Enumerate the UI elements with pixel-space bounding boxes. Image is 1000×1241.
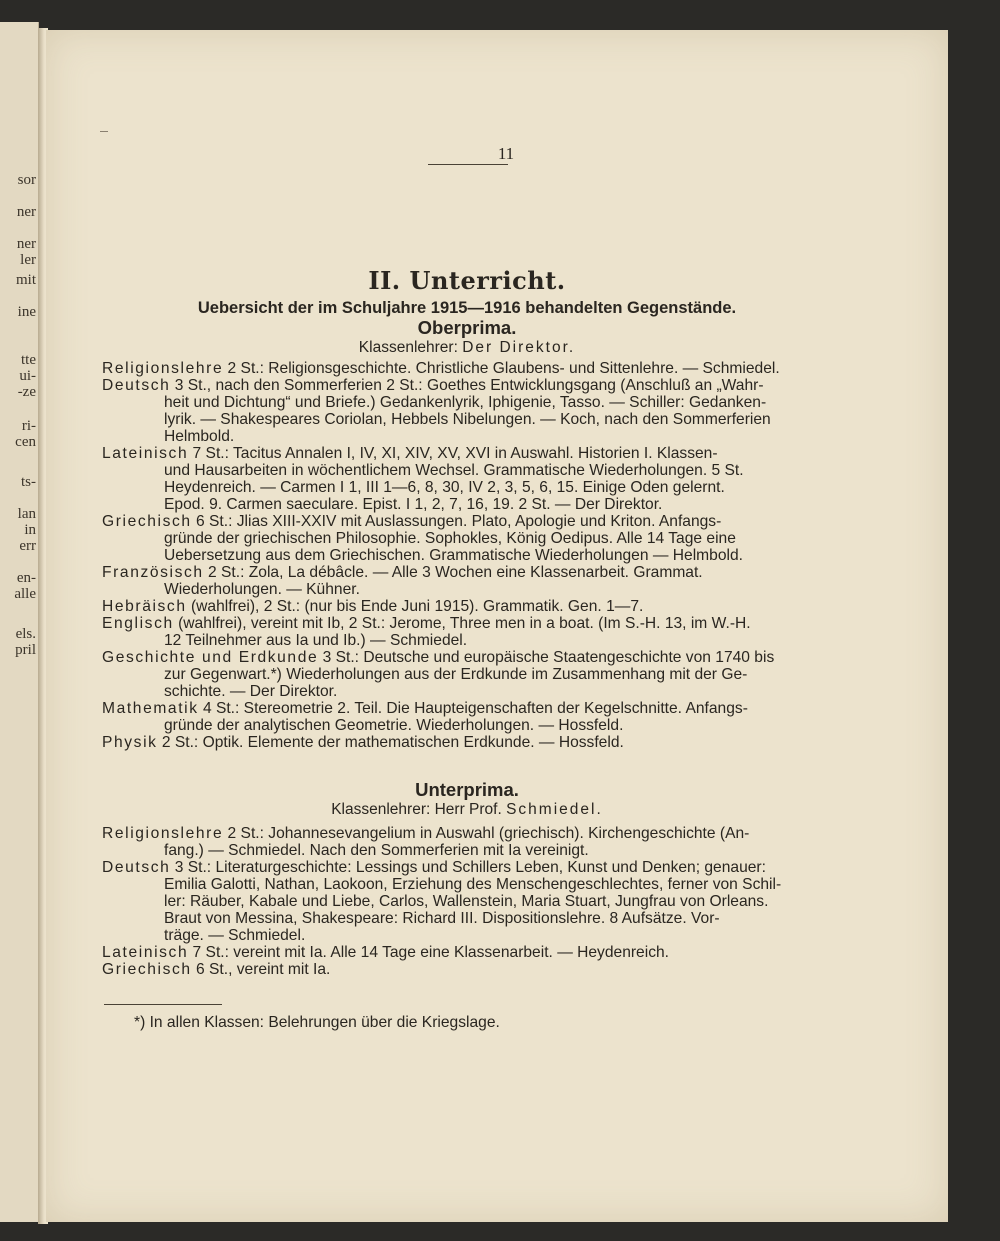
left-page-fragment: sor xyxy=(17,172,36,188)
curriculum-entry xyxy=(102,360,832,377)
subject-name: Hebräisch xyxy=(102,598,187,615)
entry-text: 3 St., nach den Sommerferien 2 St.: Goethes Entwicklungsgang (Anschluß an „Wahr- xyxy=(170,377,764,394)
entry-continuation-line: Heydenreich. — Carmen I 1, III 1—6, 8, 30, IV 2, 3, 5, 6, 15. Einige Oden gelernt. xyxy=(164,479,725,496)
entry-first-line xyxy=(102,564,832,581)
subject-name: Religionslehre xyxy=(102,825,224,842)
left-page-fragment: ine xyxy=(17,304,36,320)
document-page xyxy=(46,30,948,1222)
entry-first-line xyxy=(102,649,832,666)
entry-text: (wahlfrei), 2 St.: (nur bis Ende Juni 1915). Grammatik. Gen. 1—7. xyxy=(186,598,644,615)
left-page-fragment: ri- xyxy=(21,418,36,434)
entry-first-line xyxy=(102,700,832,717)
left-page-fragment: cen xyxy=(15,434,36,450)
left-page-fragment: ner xyxy=(16,236,36,252)
entry-first-line xyxy=(102,598,832,615)
footnote: *) In allen Klassen: Belehrungen über die Kriegslage. xyxy=(134,1014,500,1031)
left-page-fragment: alle xyxy=(14,586,36,602)
entry-continuation-line: schichte. — Der Direktor. xyxy=(164,683,338,700)
subject-name: Lateinisch xyxy=(102,944,189,961)
entry-first-line xyxy=(102,615,832,632)
entry-first-line xyxy=(102,961,832,978)
subject-name: Griechisch xyxy=(102,961,192,978)
curriculum-entry xyxy=(102,859,832,944)
entry-first-line xyxy=(102,825,832,842)
footnote-rule xyxy=(104,1004,222,1005)
curriculum-entry xyxy=(102,825,832,859)
curriculum-entry xyxy=(102,961,832,978)
entry-continuation-line: träge. — Schmiedel. xyxy=(164,927,306,944)
entry-continuation-line: gründe der analytischen Geometrie. Wiederholungen. — Hossfeld. xyxy=(164,717,624,734)
left-page-fragment: err xyxy=(19,538,36,554)
teacher-name: Schmiedel. xyxy=(506,801,603,818)
entry-text: 2 St.: Optik. Elemente der mathematischen Erdkunde. — Hossfeld. xyxy=(157,734,624,751)
page-number-rule xyxy=(428,164,508,165)
left-page-fragment: en- xyxy=(16,570,36,586)
left-page-fragment: els. xyxy=(15,626,36,642)
entry-continuation-line: heit und Dichtung“ und Briefe.) Gedankenlyrik, Iphigenie, Tasso. — Schiller: Gedanken- xyxy=(164,394,767,411)
entry-text: 6 St.: Jlias XIII-XXIV mit Auslassungen. Plato, Apologie und Kriton. Anfangs- xyxy=(191,513,722,530)
entry-first-line xyxy=(102,445,832,462)
section-title: II. Unterricht. xyxy=(368,266,566,295)
subject-name: Deutsch xyxy=(102,859,171,876)
left-page-fragment: ts- xyxy=(21,474,36,490)
subject-name: Geschichte und Erdkunde xyxy=(102,649,319,666)
entry-continuation-line: ler: Räuber, Kabale und Liebe, Carlos, Wallenstein, Maria Stuart, Jungfrau von Orleans. xyxy=(164,893,769,910)
teacher-name: Der Direktor. xyxy=(462,339,576,356)
oberprima-teacher xyxy=(46,339,888,357)
left-page-fragment: tte xyxy=(21,352,36,368)
left-page-fragment: pril xyxy=(15,642,36,658)
curriculum-entry xyxy=(102,615,832,649)
entry-continuation-line: Epod. 9. Carmen saeculare. Epist. I 1, 2, 7, 16, 19. 2 St. — Der Direktor. xyxy=(164,496,663,513)
adjacent-page-edge xyxy=(0,22,39,1222)
unterprima-heading: Unterprima. xyxy=(415,779,519,800)
left-page-fragment: -ze xyxy=(17,384,36,400)
subject-name: Physik xyxy=(102,734,158,751)
entry-first-line xyxy=(102,734,832,751)
entry-continuation-line: Uebersetzung aus dem Griechischen. Grammatische Wiederholungen — Helmbold. xyxy=(164,547,743,564)
curriculum-entry xyxy=(102,944,832,961)
left-page-fragment: ler xyxy=(20,252,36,268)
oberprima-curriculum xyxy=(102,360,832,751)
curriculum-entry xyxy=(102,598,832,615)
curriculum-entry xyxy=(102,700,832,734)
curriculum-entry xyxy=(102,377,832,445)
teacher-label: Klassenlehrer: xyxy=(358,339,458,356)
entry-continuation-line: gründe der griechischen Philosophie. Sophokles, König Oedipus. Alle 14 Tage eine xyxy=(164,530,736,547)
entry-first-line xyxy=(102,513,832,530)
entry-continuation-line: zur Gegenwart.*) Wiederholungen aus der Erdkunde im Zusammenhang mit der Ge- xyxy=(164,666,748,683)
entry-continuation-line: lyrik. — Shakespeares Coriolan, Hebbels Nibelungen. — Koch, nach den Sommerferien xyxy=(164,411,771,428)
subject-name: Deutsch xyxy=(102,377,171,394)
entry-text: 3 St.: Deutsche und europäische Staatengeschichte von 1740 bis xyxy=(318,649,775,666)
subject-name: Französisch xyxy=(102,564,204,581)
oberprima-heading: Oberprima. xyxy=(417,317,517,338)
curriculum-entry xyxy=(102,734,832,751)
teacher-label: Klassenlehrer: Herr Prof. xyxy=(331,801,502,818)
subject-name: Mathematik xyxy=(102,700,199,717)
subject-name: Griechisch xyxy=(102,513,192,530)
entry-text: 2 St.: Religionsgeschichte. Christliche Glaubens- und Sittenlehre. — Schmiedel. xyxy=(223,360,780,377)
subject-name: Englisch xyxy=(102,615,174,632)
entry-text: 7 St.: Tacitus Annalen I, IV, XI, XIV, XV, XVI in Auswahl. Historien I. Klassen- xyxy=(188,445,718,462)
entry-text: 2 St.: Johannesevangelium in Auswahl (griechisch). Kirchengeschichte (An- xyxy=(223,825,750,842)
entry-text: 2 St.: Zola, La débâcle. — Alle 3 Wochen eine Klassenarbeit. Grammat. xyxy=(203,564,703,581)
left-page-fragment: lan xyxy=(17,506,36,522)
curriculum-entry xyxy=(102,513,832,564)
entry-continuation-line: Emilia Galotti, Nathan, Laokoon, Erziehung des Menschengeschlechtes, ferner von Schil- xyxy=(164,876,782,893)
entry-text: 7 St.: vereint mit Ia. Alle 14 Tage eine Klassenarbeit. — Heydenreich. xyxy=(188,944,669,961)
left-page-fragment: ui- xyxy=(19,368,36,384)
curriculum-entry xyxy=(102,564,832,598)
subject-name: Lateinisch xyxy=(102,445,189,462)
entry-text: 4 St.: Stereometrie 2. Teil. Die Haupteigenschaften der Kegelschnitte. Anfangs- xyxy=(198,700,748,717)
entry-continuation-line: und Hausarbeiten in wöchentlichem Wechsel. Grammatische Wiederholungen. 5 St. xyxy=(164,462,744,479)
entry-continuation-line: Wiederholungen. — Kühner. xyxy=(164,581,360,598)
margin-mark xyxy=(100,131,108,132)
entry-continuation-line: Helmbold. xyxy=(164,428,235,445)
page-number: 11 xyxy=(497,144,515,163)
left-page-fragment: ner xyxy=(16,204,36,220)
entry-text: 6 St., vereint mit Ia. xyxy=(191,961,331,978)
entry-continuation-line: fang.) — Schmiedel. Nach den Sommerferien mit Ia vereinigt. xyxy=(164,842,589,859)
entry-first-line xyxy=(102,377,832,394)
entry-first-line xyxy=(102,360,832,377)
entry-text: 3 St.: Literaturgeschichte: Lessings und Schillers Leben, Kunst und Denken; genauer: xyxy=(170,859,766,876)
left-page-fragment: mit xyxy=(15,272,36,288)
curriculum-entry xyxy=(102,445,832,513)
entry-first-line xyxy=(102,944,832,961)
section-subtitle: Uebersicht der im Schuljahre 1915—1916 behandelten Gegenstände. xyxy=(197,299,737,317)
left-page-fragment: in xyxy=(24,522,36,538)
subject-name: Religionslehre xyxy=(102,360,224,377)
entry-continuation-line: Braut von Messina, Shakespeare: Richard III. Dispositionslehre. 8 Aufsätze. Vor- xyxy=(164,910,720,927)
unterprima-curriculum xyxy=(102,825,832,978)
unterprima-teacher xyxy=(46,801,888,819)
curriculum-entry xyxy=(102,649,832,700)
entry-continuation-line: 12 Teilnehmer aus Ia und Ib.) — Schmiedel. xyxy=(164,632,468,649)
entry-first-line xyxy=(102,859,832,876)
entry-text: (wahlfrei), vereint mit Ib, 2 St.: Jerome, Three men in a boat. (Im S.-H. 13, im W.-H. xyxy=(173,615,751,632)
